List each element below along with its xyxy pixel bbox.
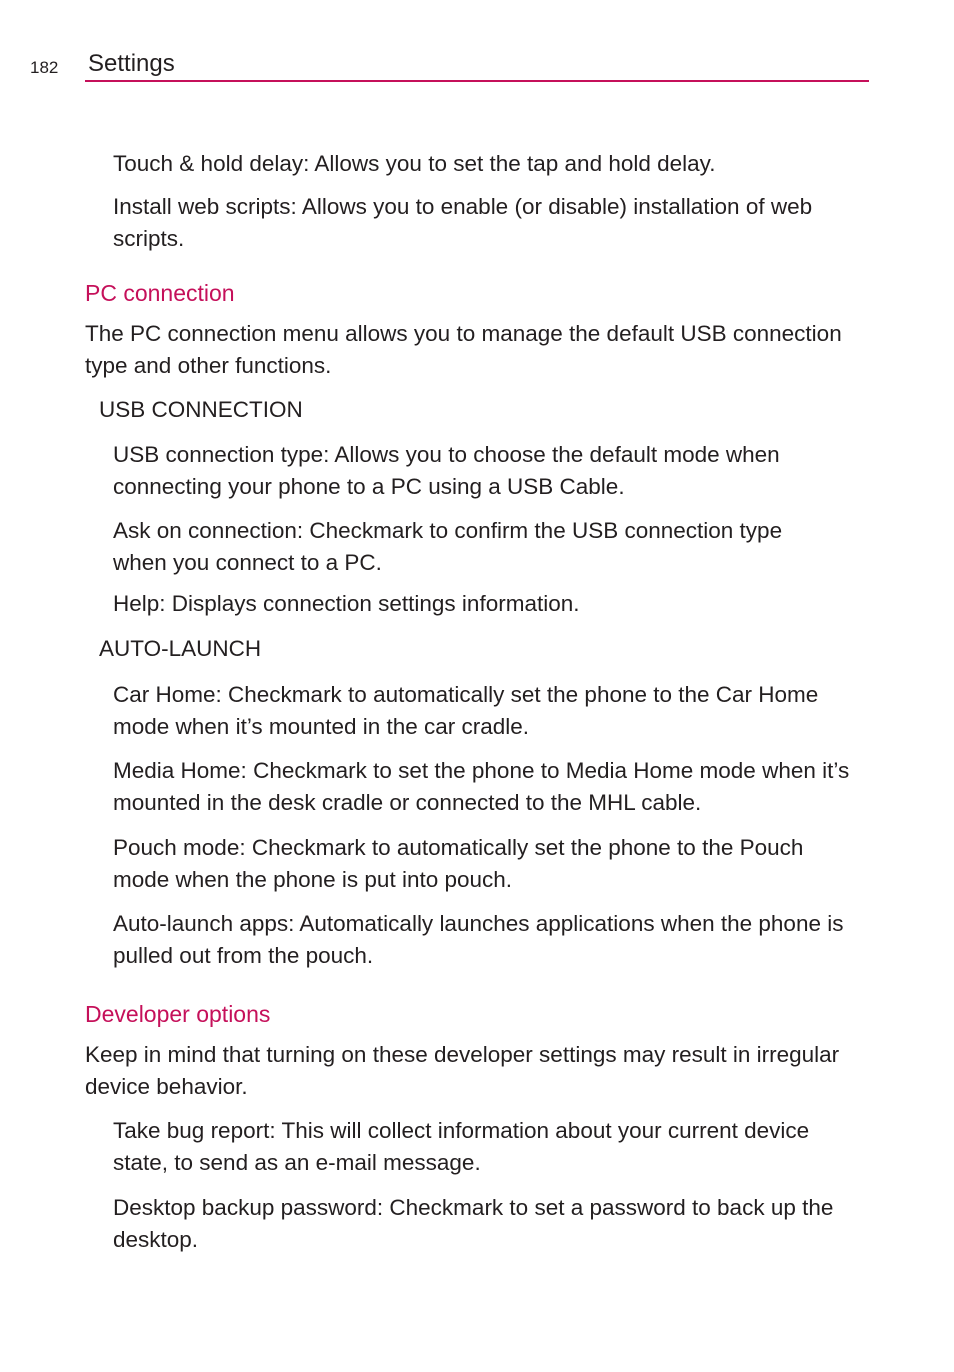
page-title: Settings [88,50,175,77]
setting-usb-connection-type [113,439,843,502]
setting-auto-launch-apps [113,908,865,971]
setting-term: Touch & hold delay: [113,151,310,176]
setting-help [113,588,865,620]
setting-description: Checkmark to confirm the USB connection type when you connect to a PC. [113,518,783,575]
setting-term: Take bug report [113,1118,270,1143]
subheading-auto-launch: AUTO-LAUNCH [99,636,262,661]
setting-description: : This will collect information about your current device state, to send as an e-mail message. [113,1118,810,1175]
subheading-usb-connection: USB CONNECTION [99,397,303,422]
setting-term: Auto-launch apps: [113,911,295,936]
setting-description: Checkmark to automatically set the phone to the Car Home mode when it’s mounted in the car cradle. [113,682,819,739]
section-heading-pc-connection: PC connection [85,280,235,306]
section-heading-developer-options: Developer options [85,1001,271,1027]
setting-term: Desktop backup password [113,1195,377,1220]
setting-description: Checkmark to automatically set the phone to the Pouch mode when the phone is put into pouch. [113,835,804,892]
setting-car-home [113,679,858,742]
setting-touch-hold-delay [113,148,865,180]
setting-term: Pouch mode: [113,835,246,860]
header-divider [85,80,869,82]
setting-description: Checkmark to set the phone to Media Home mode when it’s mounted in the desk cradle or connected to the MHL cable. [113,758,850,815]
page-number: 182 [30,58,59,77]
setting-media-home [113,755,865,818]
setting-description: : Checkmark to set a password to back up the desktop. [113,1195,834,1252]
setting-term: Media Home: [113,758,247,783]
setting-description: Allows you to enable (or disable) installation of web scripts. [113,194,813,251]
setting-description: Displays connection settings information. [165,591,580,616]
setting-term: USB connection type: [113,442,330,467]
developer-options-intro: Keep in mind that turning on these developer settings may result in irregular device behavior. [85,1042,840,1099]
setting-ask-on-connection [113,515,838,578]
setting-desktop-backup-password [113,1192,848,1255]
setting-description: Automatically launches applications when the phone is pulled out from the pouch. [113,911,844,968]
setting-term: Help: [113,591,166,616]
setting-install-web-scripts [113,191,858,254]
setting-description: Allows you to choose the default mode when connecting your phone to a PC using a USB Cable. [113,442,780,499]
setting-term: Ask on connection: [113,518,304,543]
setting-description: Allows you to set the tap and hold delay. [309,151,716,176]
pc-connection-intro: The PC connection menu allows you to manage the default USB connection type and other functions. [85,321,842,378]
setting-term: Car Home: [113,682,222,707]
setting-term: Install web scripts: [113,194,297,219]
setting-take-bug-report [113,1115,858,1178]
setting-pouch-mode [113,832,853,895]
